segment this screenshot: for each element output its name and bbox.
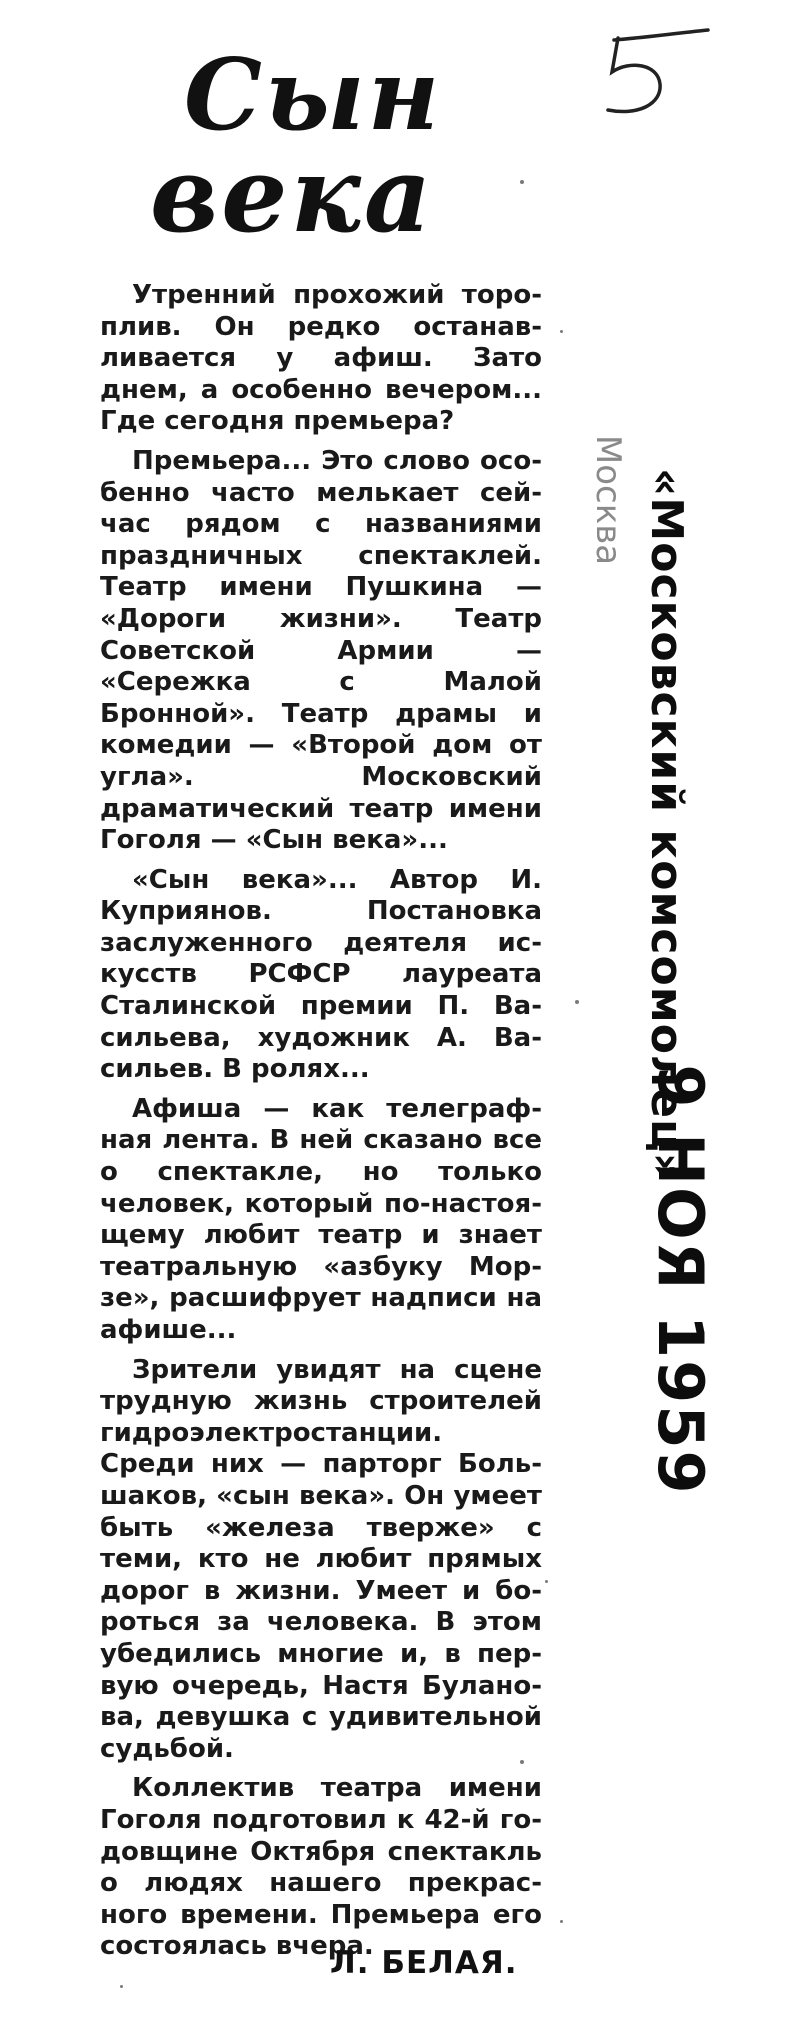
article-body [100, 280, 542, 1971]
paper-speck [575, 1000, 579, 1004]
article-paragraph: Премьера... Это слово особенно часто мелькает сейчас рядом с названиями праздничных спектаклей. Театр имени Пушкина — «Дороги жизни». Театр Советской Армии — «Сережка с Малой Бронной». Театр драмы и комедии — «Второй дом от угла». Московский драматический театр имени Гоголя — «Сын века»... [100, 445, 542, 856]
stamp-city-handwritten: Москва [588, 434, 628, 566]
paper-speck [120, 1985, 123, 1988]
author-signature: Л. БЕЛАЯ. [330, 1945, 518, 1981]
paper-speck [545, 1580, 548, 1583]
paper-speck [560, 1920, 563, 1923]
article-paragraph: Зрители увидят на сцене трудную жизнь строителей гидроэлектростанции. Среди них — парторг Большаков, «сын века». Он умеет быть «железа тверже» с теми, кто не любит прямых дорог в жизни. Умеет и бороться за человека. В этом убедились многие и, в первую очередь, Настя Буланова, девушка с удивительной судьбой. [100, 1354, 542, 1764]
article-paragraph: «Сын века»... Автор И. Куприянов. Постановка заслуженного деятеля искусств РСФСР лауреата Сталинской премии П. Васильева, художник А. Васильев. В ролях... [100, 864, 542, 1085]
paper-speck [520, 1760, 524, 1764]
article-paragraph: Афиша — как телеграфная лента. В ней сказано все о спектакле, но только человек, который по-настоящему любит театр и знает театральную «азбуку Морзе», расшифрует надписи на афише... [100, 1093, 542, 1345]
paper-speck [520, 180, 524, 184]
stamp-date: 9 НОЯ 1959 [644, 1064, 717, 1496]
handwritten-five-mark [590, 20, 720, 130]
headline-line-2: века [150, 133, 435, 257]
article-paragraph: Коллектив театра имени Гоголя подготовил к 42-й годовщине Октября спектакль о людях нашего прекрасного времени. Премьера его состоялась вчера. [100, 1773, 542, 1962]
stamp-newspaper-name: «Московский комсомолец» [641, 468, 692, 1183]
handwritten-page-number [590, 20, 720, 130]
headline-line-1: Сын [184, 38, 443, 153]
paper-speck [560, 330, 563, 333]
article-paragraph: Утренний прохожий тороплив. Он редко останавливается у афиш. Зато днем, а особенно вечером... Где сегодня премьера? [100, 280, 542, 437]
article-headline [150, 38, 480, 257]
